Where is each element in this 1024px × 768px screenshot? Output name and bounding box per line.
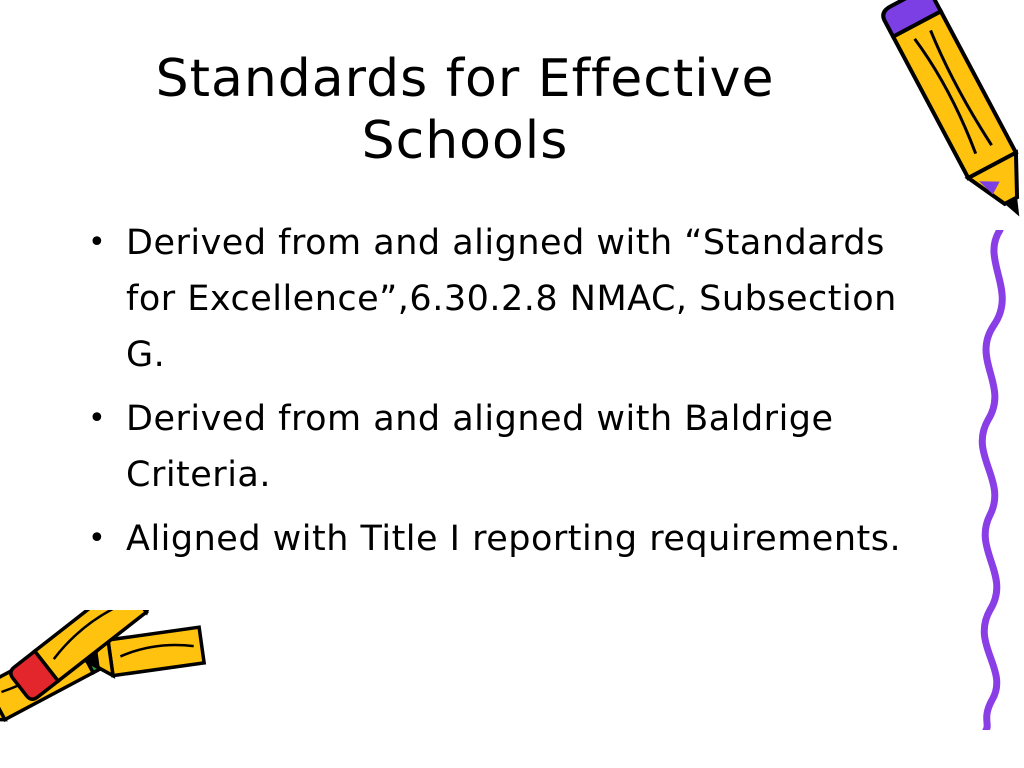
pencil-icon bbox=[840, 0, 1024, 250]
bullet-marker: • bbox=[88, 401, 107, 436]
bullet-item bbox=[88, 391, 908, 503]
slide-title: Standards for Effective Schools bbox=[155, 49, 775, 171]
crossed-pencils-icon bbox=[0, 610, 220, 768]
bullet-text: Aligned with Title I reporting requirements. bbox=[126, 519, 902, 559]
bullet-item bbox=[88, 215, 908, 383]
bullet-item bbox=[88, 511, 908, 567]
bullet-marker: • bbox=[88, 225, 107, 260]
bullet-list bbox=[88, 215, 908, 575]
bullet-text: Derived from and aligned with “Standards for Excellence”,6.30.2.8 NMAC, Subsection G. bbox=[126, 223, 897, 375]
bullet-text: Derived from and aligned with Baldrige Criteria. bbox=[126, 399, 834, 495]
bullet-marker: • bbox=[88, 521, 107, 556]
squiggle-border-icon bbox=[960, 230, 1024, 730]
